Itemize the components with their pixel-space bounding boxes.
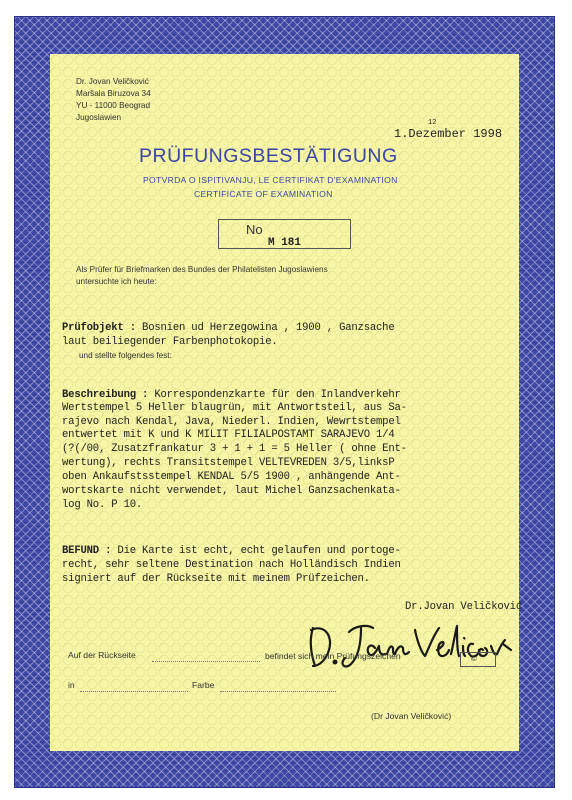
beschreibung-line-1 bbox=[62, 389, 401, 403]
befund-text-0: Die Karte ist echt, echt gelaufen und portoge- bbox=[111, 545, 401, 557]
befund-line-3: signiert auf der Rückseite mit meinem Prüfzeichen. bbox=[62, 573, 370, 585]
befund-line-1 bbox=[62, 545, 401, 559]
subtitle-multilingual: POTVRDA O ISPITIVANJU, LE CERTIFIKAT D'EXAMINATION bbox=[143, 175, 398, 185]
beschreibung-line-4: entwertet mit K und K MILIT FILIALPOSTAMT SARAJEVO 1/4 bbox=[62, 429, 395, 441]
pruefobjekt-label: Prüfobjekt : bbox=[62, 322, 136, 334]
footer-befindet-label: befindet sich mein Prüfungszeichen bbox=[265, 651, 401, 661]
in-dotted-line bbox=[80, 690, 188, 692]
number-label: No bbox=[246, 222, 263, 237]
address-street: Maršala Biruzova 34 bbox=[76, 89, 151, 98]
typed-signer-name: Dr.Jovan Veličković bbox=[405, 601, 522, 613]
stellte-text: und stellte folgendes fest: bbox=[79, 351, 172, 360]
pruefobjekt-text: Bosnien ud Herzegowina , 1900 , Ganzsache bbox=[135, 322, 395, 334]
footer-farbe-label: Farbe bbox=[192, 680, 215, 690]
beschreibung-line-2: Wertstempel 5 Heller blaugrün, mit Antwortsteil, aus Sa- bbox=[62, 402, 407, 414]
farbe-dotted-line bbox=[220, 690, 336, 692]
footer-rueckseite-label: Auf der Rückseite bbox=[68, 650, 136, 660]
beschreibung-text-0: Korrespondenzkarte für den Inlandverkehr bbox=[148, 389, 401, 401]
beschreibung-line-6: wertung), rechts Transitstempel VELTEVREDEN 3/5,linksP bbox=[62, 457, 395, 469]
rueckseite-dotted-line bbox=[152, 660, 260, 662]
copyright-mark-icon: © bbox=[471, 654, 477, 663]
beschreibung-label: Beschreibung : bbox=[62, 389, 149, 401]
date-text: 1.Dezember 1998 bbox=[394, 127, 503, 141]
beschreibung-line-7: oben Ankaufstsstempel KENDAL 5/5 1900 , anhängende Ant- bbox=[62, 471, 401, 483]
pruefobjekt-line-2: laut beiliegender Farbenphotokopie. bbox=[62, 336, 278, 348]
befund-line-2: recht, sehr seltene Destination nach Holländisch Indien bbox=[62, 559, 401, 571]
subtitle-english: CERTIFICATE OF EXAMINATION bbox=[194, 189, 333, 199]
page-title: PRÜFUNGSBESTÄTIGUNG bbox=[139, 145, 398, 167]
beschreibung-line-9: log No. P 10. bbox=[62, 499, 143, 511]
pruefobjekt-line-1 bbox=[62, 322, 395, 336]
address-name: Dr. Jovan Veličković bbox=[76, 77, 149, 86]
beschreibung-line-8: wortskarte nicht verwendet, laut Michel Ganzsachenkata- bbox=[62, 485, 401, 497]
befund-label: BEFUND : bbox=[62, 545, 112, 557]
date-day: 12 bbox=[428, 119, 437, 127]
address-city: YU - 11000 Beograd bbox=[76, 101, 151, 110]
pruefzeichen-box bbox=[460, 652, 496, 667]
beschreibung-line-3: rajevo nach Kendal, Java, Niederl. Indien, Wewrtstempel bbox=[62, 416, 401, 428]
certificate-number: M 181 bbox=[268, 237, 302, 249]
footer-in-label: in bbox=[68, 680, 75, 690]
intro-line-2: untersuchte ich heute: bbox=[76, 277, 157, 286]
footer-signer-name: (Dr Jovan Veličković) bbox=[371, 711, 452, 721]
intro-line-1: Als Prüfer für Briefmarken des Bundes der Philatelisten Jugoslawiens bbox=[76, 265, 328, 274]
address-country: Jugoslawien bbox=[76, 113, 122, 122]
beschreibung-line-5: (?(/00, Zusatzfrankatur 3 + 1 + 1 = 5 Heller ( ohne Ent- bbox=[62, 443, 407, 455]
